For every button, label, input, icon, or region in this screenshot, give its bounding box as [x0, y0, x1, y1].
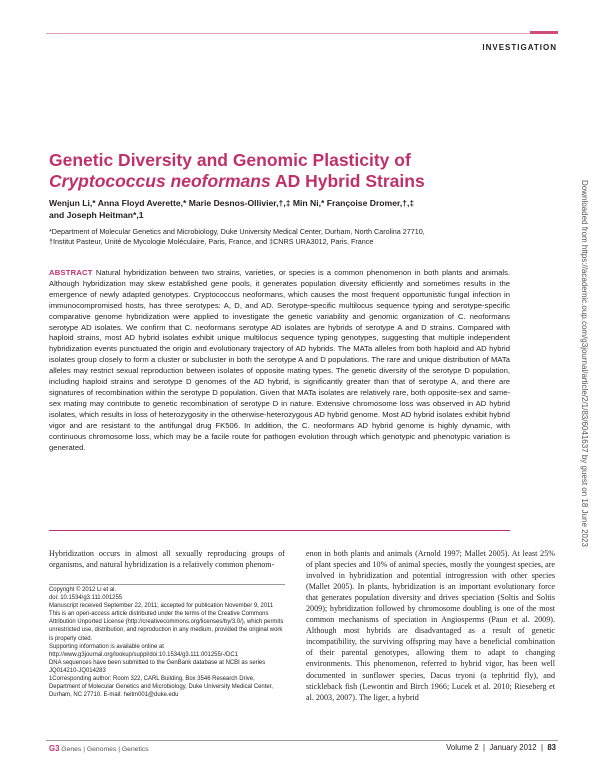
copyright-line: Copyright © 2012 Li et al.: [49, 587, 117, 593]
article-title: [49, 150, 509, 192]
body-column-left: Hybridization occurs in almost all sexually reproducing groups of organisms, and natural hybridization is a relatively common phenom-: [49, 549, 285, 569]
title-rest: AD Hybrid Strains: [270, 171, 425, 191]
volume: Volume 2: [446, 743, 479, 752]
author-list: [49, 197, 519, 221]
abstract: [49, 268, 510, 453]
journal-name: Genes | Genomes | Genetics: [61, 746, 149, 753]
header-rule: [46, 33, 558, 34]
license-text: This is an open-access article distributed under the terms of the Creative Commons Attribution Unported License (http://creativecommons.org/licenses/by/3.0/), which permits unrestricted use, distribution, and reproduction in any medium, provided the original work is properly cited.: [49, 611, 284, 642]
abstract-text: Natural hybridization between two strains, varieties, or species is a common phenomenon in both plants and animals. Although hybridization may skew established gene pools, it generates population diversity efficiently and sometimes results in the emergence of newly adapted genotypes. Cryptococcus neoformans, which causes the most frequent opportunistic fungal infection in immunocompromised hosts, has three serotypes: A, D, and AD. Serotype-specific multilocus sequence typing and serotype-specific comparative genome hybridization were applied to investigate the genetic variability and genomic organization of C. neoformans serotype AD isolates. We confirm that C. neoformans serotype AD isolates are hybrids of serotype A and D strains. Compared with haploid strains, most AD hybrid isolates exhibit unique multilocus sequence typing genotypes, suggesting that multiple independent hybridization events punctuated the origin and evolutionary trajectory of AD hybrids. The MATa alleles from both haploid and AD hybrid isolates group closely to form a cluster or subcluster in both the serotype A and D populations. The rare and unique distribution of MATa alleles may restrict sexual reproduction between isolates of opposite mating types. The genetic diversity of the serotype D population, including haploid strains and serotype D genomes of the AD hybrid, is significantly greater than that of serotype A, and there are signatures of recombination within the serotype D population. Given that MATa isolates are relatively rare, both opposite-sex and same-sex mating may contribute to genetic recombination of serotype D in nature. Extensive chromosome loss was observed in AD hybrid isolates, which results in loss of heterozygosity in the otherwise-heterozygous AD hybrid genome. Most AD hybrid isolates exhibit hybrid vigor and are resistant to the antifungal drug FK506. In addition, the C. neoformans AD hybrid genome is highly dynamic, with continuous chromosome loss, which may be a facile route for pathogen evolution through which genotypic and phenotypic variation is generated.: [49, 268, 511, 452]
header-rule-accent: [530, 31, 558, 34]
abstract-label: ABSTRACT: [49, 268, 93, 277]
download-watermark: Downloaded from https://academic.oup.com/g3journal/article/2/1/83/6041637 by guest on 18 June 2023: [580, 180, 589, 547]
supporting-info: Supporting information is available online at http://www.g3journal.org/lookup/suppl/doi:10.1534/g3.111.001255/-/DC1: [49, 643, 238, 658]
title-species: Cryptococcus neoformans: [49, 171, 271, 191]
body-column-right: enon in both plants and animals (Arnold 1997; Mallet 2005). At least 25% of plant species and 10% of animal species, mostly the youngest species, are involved in hybridization and potential introgression with other species (Mallet 2005). In plants, hybridization is an important evolutionary force that generates population diversity and drives speciation (Soltis and Soltis 2009); hybridization followed by chromosome doubling is one of the most common mechanisms of speciation in Angiosperms (Paun et al. 2009). Although most hybrids are disadvantaged as a result of genetic incompatibility, the surviving offspring may have a beneficial combination of their parental genotypes, allowing them to adapt to changing environments. This phenomenon, referred to hybrid vigor, has been well documented in sunflower species, Dacus tryoni (a tephritid fly), and stickleback fish (Lewontin and Birch 1966; Lucek et al. 2010; Rieseberg et al. 2003, 2007). The liger, a hybrid: [306, 549, 555, 702]
authors-line-2: and Joseph Heitman*,1: [49, 210, 144, 220]
title-line-1: Genetic Diversity and Genomic Plasticity of: [49, 150, 411, 170]
authors-line-1: Wenjun Li,* Anna Floyd Averette,* Marie Desnos-Ollivier,†,‡ Min Ni,* Françoise Dromer,†,‡: [49, 198, 415, 208]
affiliations: [49, 227, 519, 247]
affiliation-line-1: *Department of Molecular Genetics and Microbiology, Duke University Medical Center, Durham, North Carolina 27710,: [49, 227, 425, 236]
affiliation-line-2: †Institut Pasteur, Unité de Mycologie Moléculaire, Paris, France, and ‡CNRS URA3012, Paris, France: [49, 237, 374, 246]
g3-logo: G3: [49, 744, 60, 753]
journal-footer: [49, 744, 149, 753]
issue-date: January 2012: [489, 743, 537, 752]
data-deposit: DNA sequences have been submitted to the GenBank database at NCBI as series JQ014210-JQ014283: [49, 659, 266, 674]
abstract-divider: [49, 530, 510, 531]
section-label: INVESTIGATION: [482, 43, 557, 52]
footer-rule: [46, 740, 558, 741]
correspondence: 1Corresponding author: Room 322, CARL Building, Box 3546 Research Drive, Department of Molecular Genetics and Microbiology, Duke University Medical Center, Durham, NC 27710. E-mail: heitm001@duke.edu: [49, 676, 273, 699]
metadata-divider: [49, 584, 285, 585]
page-number: 83: [547, 743, 556, 752]
page-info: Volume 2 | January 2012 | 83: [446, 743, 556, 752]
doi-line: doi: 10.1534/g3.111.001255: [49, 595, 123, 602]
article-metadata: [49, 586, 285, 699]
received-line: Manuscript received September 22, 2011; accepted for publication November 9, 2011: [49, 603, 274, 610]
